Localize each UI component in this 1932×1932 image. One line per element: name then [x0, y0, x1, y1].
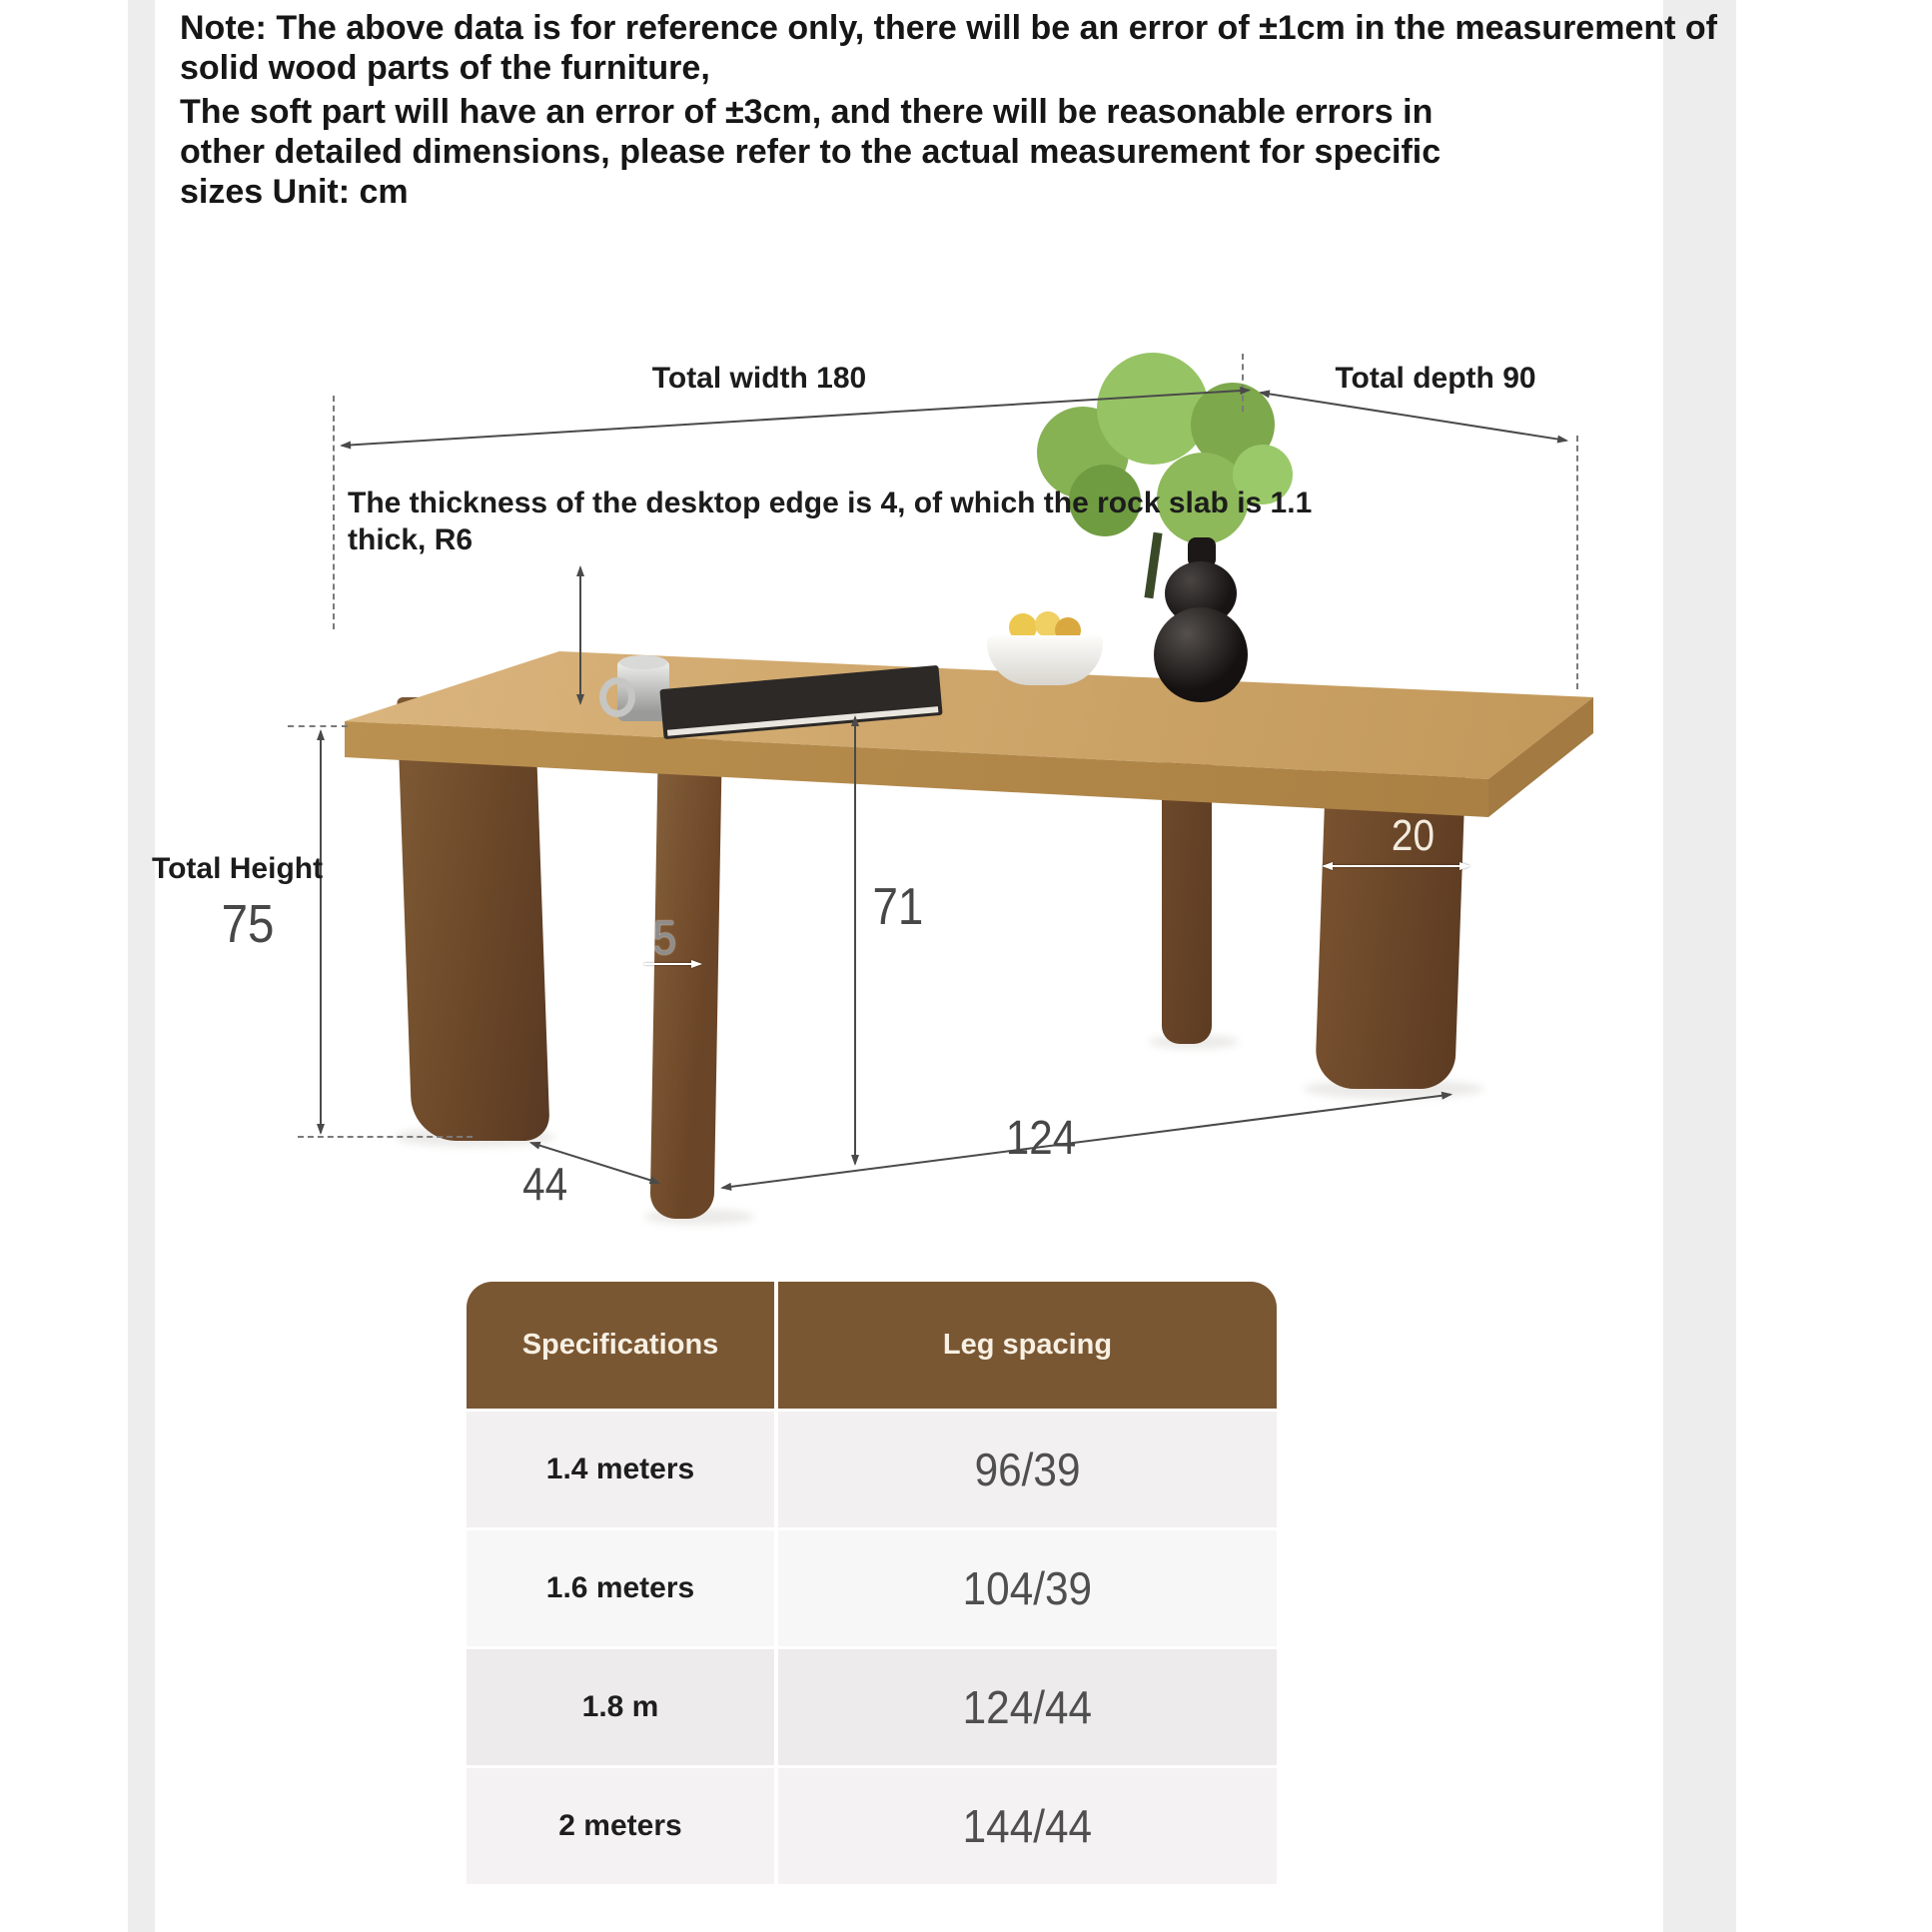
- tabletop-level-dashed-line: [288, 725, 348, 727]
- leg-spacing-header-label: Leg spacing: [942, 1329, 1113, 1361]
- note-line-1: Note: The above data is for reference only, there will be an error of ±1cm in the measurement of: [180, 9, 1717, 47]
- spec-cell: 1.6 meters: [467, 1530, 774, 1646]
- leg-spacing-cell: 124/44: [778, 1649, 1277, 1765]
- note-line-4: other detailed dimensions, please refer to the actual measurement for specific: [180, 133, 1442, 171]
- leg-spacing-cell: 96/39: [778, 1412, 1277, 1527]
- spec-cell: 2 meters: [467, 1768, 774, 1884]
- spec-table-header-col1: [467, 1282, 778, 1409]
- total-height-value: 75: [221, 894, 275, 954]
- thickness-dimension-line: [579, 567, 581, 703]
- left-extension-dashed-line: [333, 396, 335, 629]
- leg-spacing-value: 124: [1005, 1112, 1077, 1165]
- leg-width-value: 20: [1391, 811, 1436, 860]
- total-height-label: Total Height: [152, 852, 324, 885]
- table-row: [467, 1412, 1277, 1527]
- leg-spacing-cell: 144/44: [778, 1768, 1277, 1884]
- note-line-3: The soft part will have an error of ±3cm, and there will be reasonable errors in: [180, 93, 1434, 131]
- left-page-stripe: [128, 0, 155, 1932]
- note-line-2: solid wood parts of the furniture,: [180, 49, 710, 87]
- flowers: [1029, 345, 1299, 564]
- mug: [599, 655, 669, 725]
- table-row: [467, 1649, 1277, 1765]
- specifications-header-label: Specifications: [521, 1329, 719, 1361]
- leg-diameter-value: 5: [652, 912, 677, 965]
- spec-cell: 1.8 m: [467, 1649, 774, 1765]
- note-line-5: sizes Unit: cm: [180, 173, 409, 211]
- thickness-note-line-1: The thickness of the desktop edge is 4, of which the rock slab is 1.1: [348, 486, 1313, 519]
- leg-spacing-dimension-line: [722, 1094, 1450, 1189]
- total-depth-label: Total depth 90: [1335, 362, 1536, 395]
- thickness-note-line-2: thick, R6: [348, 523, 474, 556]
- total-height-dimension-line: [320, 731, 322, 1133]
- specifications-table: [467, 1282, 1277, 1884]
- under-table-height-value: 71: [872, 878, 924, 936]
- right-extension-dashed-line: [1576, 436, 1578, 689]
- front-leg-offset-value: 44: [522, 1158, 568, 1210]
- vase-extension-dashed-line: [1242, 354, 1244, 412]
- spec-table-header: [467, 1282, 1277, 1409]
- under-table-height-dimension-line: [854, 717, 856, 1164]
- fruit-bowl: [987, 611, 1103, 691]
- floor-level-dashed-line: [298, 1136, 473, 1138]
- right-page-stripe: [1663, 0, 1736, 1932]
- spec-cell: 1.4 meters: [467, 1412, 774, 1527]
- total-width-label: Total width 180: [651, 362, 867, 395]
- table-row: [467, 1530, 1277, 1646]
- leg-width-dimension-line: [1324, 865, 1468, 867]
- table-row: [467, 1768, 1277, 1884]
- leg-spacing-cell: 104/39: [778, 1530, 1277, 1646]
- vase: [1151, 537, 1251, 702]
- total-depth-dimension-line: [1261, 392, 1567, 442]
- spec-table-header-col2: [778, 1282, 1277, 1409]
